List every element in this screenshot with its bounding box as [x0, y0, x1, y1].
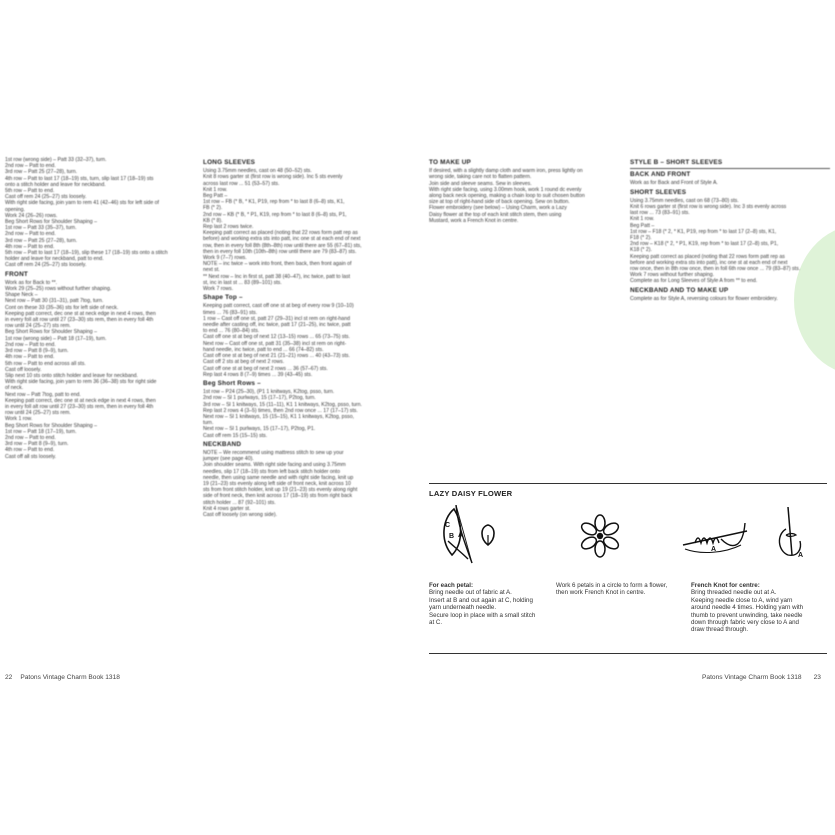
- instruction-line: Cast off one st at beg of next 21 (21–21) rows ... 40 (43–73) sts.: [203, 353, 350, 360]
- instruction-line: 1st row – P24 (25–30), (P1 1 knitways, K2tog, psso, turn.: [203, 389, 335, 396]
- instruction-line: 2nd row – Patt to end.: [5, 163, 56, 170]
- knot-line: draw thread through.: [691, 626, 749, 634]
- section-heading: LONG SLEEVES: [203, 159, 256, 166]
- instruction-line: 5th row – Patt to end.: [5, 188, 55, 195]
- instruction-line: Knit 1 row.: [630, 216, 655, 223]
- french-knot-wind-icon: [681, 517, 751, 557]
- instruction-line: ** Next row – Inc in first st, patt 38 (40–47), inc twice, patt to last: [203, 273, 351, 280]
- knot-line: down through fabric very close to A and: [691, 619, 800, 627]
- instruction-line: Cast off 2 sts at beg of next 2 rows.: [203, 359, 285, 366]
- instruction-line: Cast off rem 24 (25–27) sts loosely.: [5, 194, 87, 201]
- knot-line: thumb to prevent unwinding, take needle: [691, 611, 803, 619]
- instruction-line: Work 29 (25–25) rows without further shaping.: [5, 286, 112, 293]
- instruction-line: 1st row – Patt 33 (35–37), turn.: [5, 225, 77, 232]
- right-footer-title: Patons Vintage Charm Book 1318: [702, 674, 802, 681]
- instruction-line: FB (* 2).: [203, 205, 223, 212]
- petal-line: Insert at B and out again at C, holding: [429, 596, 533, 604]
- instruction-line: 2nd row – Patt to end.: [5, 231, 56, 238]
- instruction-line: NOTE – We recommend using mattress stitch to sew up your: [203, 449, 344, 456]
- panel-top-rule: [429, 483, 827, 484]
- instruction-line: Rep last 4 rows 8 (7–9) times ... 39 (43–45) sts.: [203, 371, 313, 378]
- instruction-line: Complete as for Style A, reversing colours for flower embroidery.: [630, 295, 778, 302]
- instruction-line: Next row – Cast off one st, patt 31 (35–38) incl st rem on right-: [203, 340, 347, 347]
- instruction-line: Join shoulder seams. With right side facing and using 3.75mm: [203, 462, 346, 469]
- instruction-line: 1st row – Patt 18 (17–19), turn.: [5, 428, 77, 435]
- instruction-line: in every foll alt row until 27 (23–30) sts rem, then in every foll 4th: [5, 403, 154, 410]
- instruction-line: row, then in every foll 8th (8th–8th) row until there are 55 (67–81) sts,: [203, 242, 362, 249]
- instruction-line: 3rd row – Sl 1 knitways, 15 (11–11), K1 1 knitways, K2tog, psso, turn.: [203, 401, 362, 408]
- instruction-line: side of front neck, then knit across 17 (18–19) sts from right back: [203, 493, 353, 500]
- left-footer: [5, 674, 120, 681]
- instruction-line: needle, then using same needle and with right side facing, knit up: [203, 474, 354, 481]
- instruction-line: 5th row – Patt to end across all sts.: [5, 360, 86, 367]
- lazy-daisy-panel: [429, 483, 827, 653]
- instruction-line: Rep last 2 rows 4 (3–5) times, then 2nd row once ... 17 (17–17) sts.: [203, 407, 358, 414]
- instruction-line: 3rd row – Patt 8 (9–9), turn.: [5, 441, 69, 448]
- instruction-line: Knit 1 row.: [203, 186, 228, 193]
- section-heading: Beg Short Rows –: [203, 379, 261, 387]
- instruction-line: Cast off loosely (on wrong side).: [203, 511, 278, 518]
- instruction-line: turn.: [203, 420, 214, 427]
- instruction-line: 2nd row – K18 (* 2, * P1, K19, rep from * to last 17 (2–8) sts, P1,: [630, 241, 779, 248]
- instruction-line: of neck.: [5, 385, 24, 392]
- left-column-2: [203, 157, 398, 518]
- instruction-line: sts from front stitch holder, knit up 19 (21–23) sts evenly along right: [203, 487, 358, 494]
- instruction-line: Flower embroidery (see below) – Using Charm, work a Lazy: [429, 205, 567, 212]
- petal-line: yarn underneath needle.: [429, 604, 497, 612]
- instruction-line: 2nd row – Sl 1 purlways, 15 (17–17), P2tog, turn.: [203, 395, 316, 402]
- instruction-line: Cast off loosely.: [5, 366, 42, 373]
- instruction-line: holder and leave for neckband, patt to end.: [5, 256, 104, 263]
- instruction-line: 2nd row – Patt to end.: [5, 434, 56, 441]
- instruction-line: Next row – Patt 7tog, patt to end.: [5, 391, 81, 398]
- instruction-line: 1st row – FB (* B, * K1, P19, rep from * to last 8 (6–8) sts, K1,: [203, 199, 345, 206]
- instruction-line: K18 (* 2).: [630, 247, 652, 254]
- petal-line: Secure loop in place with a small stitch: [429, 611, 536, 619]
- heading-rule: [630, 168, 830, 169]
- section-heading: Shape Top –: [203, 294, 243, 302]
- instruction-line: row until 24 (25–27) sts rem.: [5, 410, 71, 417]
- french-knot-finish-icon: [774, 505, 808, 561]
- instruction-line: Knit 6 rows garter st (first row is wrong side). Inc 3 sts evenly across: [630, 204, 787, 211]
- instruction-line: Shape Neck –: [5, 292, 38, 299]
- instruction-line: Cast off rem 15 (15–15) sts.: [203, 432, 268, 439]
- petal-line: Bring needle out of fabric at A.: [429, 589, 512, 597]
- instruction-line: wrong side, taking care not to flatten pattern.: [429, 174, 532, 181]
- instruction-line: 3rd row – Patt 25 (27–28), turn.: [5, 169, 78, 176]
- label-a-knot2: A: [798, 552, 804, 559]
- instruction-line: times ... 76 (83–91) sts.: [203, 309, 258, 316]
- instruction-line: Work 9 (7–7) rows.: [203, 255, 247, 262]
- instruction-line: 4th row – Patt to end.: [5, 354, 55, 361]
- knot-line: Bring threaded needle out at A.: [691, 589, 777, 597]
- instruction-line: Beg Short Rows for Shoulder Shaping –: [5, 329, 97, 336]
- french-knot-title: French Knot for centre:: [691, 582, 760, 589]
- petal-needle-illustration: [434, 505, 476, 565]
- section-heading: FRONT: [5, 270, 29, 278]
- flower-line: then work French Knot in centre.: [556, 589, 646, 597]
- instruction-line: to end ... 76 (80–84) sts.: [203, 328, 260, 335]
- instruction-line: Knit 4 rows garter st.: [203, 505, 251, 512]
- instruction-line: Next row – Sl 1 purlways, 15 (17–17), P2tog, P1.: [203, 426, 316, 433]
- instruction-line: size at top of right-hand side of back opening. Sew on button.: [429, 199, 570, 206]
- instruction-line: 3rd row – Patt 8 (9–9), turn.: [5, 348, 69, 355]
- six-petal-flower-icon: [577, 513, 623, 559]
- section-heading: SHORT SLEEVES: [630, 188, 687, 196]
- instruction-line: Work 24 (26–26) rows.: [5, 212, 58, 219]
- instruction-line: needle after casting off, inc twice, patt 17 (21–25), inc twice, patt: [203, 322, 351, 329]
- instruction-line: 1 row – Cast off one st, patt 27 (29–31) incl st rem on right-hand: [203, 315, 350, 322]
- instruction-line: before and working extra sts into patt), inc one st at each end of next: [630, 259, 788, 266]
- section-heading: BACK AND FRONT: [630, 171, 691, 179]
- instruction-line: 4th row – Patt to end.: [5, 243, 55, 250]
- instruction-line: With right side facing, join yarn to rem 36 (36–38) sts for right side: [5, 379, 157, 386]
- instruction-line: Knit 8 rows garter st (first row is wrong side). Inc 5 sts evenly: [203, 174, 343, 181]
- instruction-line: last row ... 73 (83–91) sts.: [630, 210, 690, 217]
- instruction-line: NOTE – inc twice – work into front, then back, then front again of: [203, 261, 352, 268]
- instruction-line: Keeping patt correct as placed (noting that 22 rows form patt rep as: [630, 253, 785, 260]
- instruction-line: Keeping patt correct, cast off one st at beg of every row 9 (10–10): [203, 303, 354, 310]
- instruction-line: next st.: [203, 267, 220, 274]
- flower-line: Work 6 petals in a circle to form a flower,: [556, 582, 668, 589]
- french-knot-instructions: [691, 582, 827, 634]
- instruction-line: 4th row – Patt to last 17 (18–19) sts, turn, slip last 17 (18–19) sts: [5, 175, 154, 182]
- instruction-line: 4th row – Patt to end.: [5, 447, 55, 454]
- instruction-line: Next row – Patt 30 (31–31), patt 7tog, turn.: [5, 298, 104, 305]
- instruction-line: Keeping patt correct as placed (noting that 22 rows form patt rep as: [203, 230, 358, 237]
- instruction-line: F18 (* 2).: [630, 235, 652, 242]
- instruction-line: Work 1 row.: [5, 416, 33, 423]
- instruction-line: Beg Short Rows for Shoulder Shaping –: [5, 422, 97, 429]
- instruction-line: If desired, with a slightly damp cloth and warm iron, press lightly on: [429, 168, 583, 175]
- instruction-line: 1st row – F18 (* 2, * K1, P19, rep from * to last 17 (2–8) sts, K1,: [630, 228, 777, 235]
- instruction-line: Cast off rem 24 (25–27) sts loosely.: [5, 262, 87, 269]
- instruction-line: onto a stitch holder and leave for neckband.: [5, 181, 106, 188]
- panel-bottom-rule: [429, 653, 827, 654]
- instruction-line: Beg Patt –: [630, 222, 655, 229]
- left-page-number: 22: [5, 674, 13, 681]
- instruction-line: Rep last 2 rows twice.: [203, 224, 254, 231]
- instruction-line: Cont on these 33 (35–36) sts for left side of neck.: [5, 304, 119, 311]
- section-heading: NECKBAND AND TO MAKE UP: [630, 286, 729, 294]
- petal-instructions-title: For each petal:: [429, 582, 474, 589]
- instruction-line: 2nd row – KB (* B, * P1, K19, rep from * to last 8 (6–8) sts, P1,: [203, 211, 347, 218]
- instruction-line: st, inc in last st ... 83 (89–101) sts.: [203, 279, 282, 286]
- label-c: C: [445, 522, 451, 529]
- instruction-line: Cast off one st at beg of next 12 (13–15) rows ... 65 (73–75) sts.: [203, 334, 350, 341]
- instruction-line: opening.: [5, 206, 25, 213]
- instruction-line: Using 3.75mm needles, cast on 68 (73–80) sts.: [630, 197, 739, 204]
- lazy-daisy-title: LAZY DAISY FLOWER: [429, 489, 513, 498]
- finished-petal-icon: [478, 523, 498, 547]
- instruction-line: Work 7 rows without further shaping.: [630, 272, 715, 279]
- section-heading: TO MAKE UP: [429, 159, 472, 166]
- instruction-line: Beg Patt –: [203, 193, 228, 200]
- petal-line: at C.: [429, 619, 443, 627]
- left-column-1: [5, 157, 190, 460]
- instruction-line: jumper (see page 40).: [203, 456, 254, 463]
- right-column-2: [630, 157, 830, 302]
- instruction-line: then in every foll 10th (10th–8th) row until there are 79 (83–87) sts.: [203, 248, 357, 255]
- instruction-line: in every foll alt row until 27 (23–30) sts rem, then in every foll 4th: [5, 317, 154, 324]
- instruction-line: Next row – Sl 1 knitways, 15 (15–15), K1 1 knitways, K2tog, psso,: [203, 413, 355, 420]
- instruction-line: Join side and sleeve seams. Sew in sleeves.: [429, 180, 532, 187]
- instruction-line: Keeping patt correct, dec one st at neck edge in next 4 rows, then: [5, 310, 156, 317]
- instruction-line: Work as for Back and Front of Style A.: [630, 180, 718, 187]
- label-a: A: [458, 532, 464, 539]
- right-footer: [702, 674, 821, 681]
- instruction-line: needles, slip 17 (18–19) sts from left back stitch holder onto: [203, 468, 340, 475]
- section-heading: STYLE B – SHORT SLEEVES: [630, 159, 723, 166]
- instruction-line: With right side facing, using 3.00mm hook, work 1 round dc evenly: [429, 186, 582, 193]
- instruction-line: Work 7 rows.: [203, 286, 234, 293]
- instruction-line: Slip next 10 sts onto stitch holder and leave for neckband.: [5, 372, 138, 379]
- instruction-line: Using 3.75mm needles, cast on 48 (50–52) sts.: [203, 168, 312, 175]
- instruction-line: KB (* 8).: [203, 217, 223, 224]
- instruction-line: 5th row – Patt to last 17 (18–19), slip these 17 (18–19) sts onto a stitch: [5, 250, 168, 257]
- instruction-line: 3rd row – Patt 25 (27–28), turn.: [5, 237, 78, 244]
- label-a-knot: A: [711, 546, 717, 553]
- knot-line: around needle 4 times. Holding yarn with: [691, 604, 804, 612]
- instruction-line: Complete as for Long Sleeves of Style A from ** to end.: [630, 278, 758, 285]
- instruction-line: With right side facing, join yarn to rem 41 (42–46) sts for left side of: [5, 200, 159, 207]
- instruction-line: before) and working extra sts into patt, inc one st at each end of next: [203, 236, 361, 243]
- flower-instructions: [556, 582, 681, 597]
- instruction-line: Work as for Back to **.: [5, 279, 58, 286]
- instruction-line: Keeping patt correct, dec one st at neck edge in next 4 rows, then: [5, 397, 156, 404]
- instruction-line: row until 24 (25–27) sts rem.: [5, 323, 71, 330]
- instruction-line: Mustard, work a French Knot in centre.: [429, 217, 519, 224]
- instruction-line: Beg Short Rows for Shoulder Shaping –: [5, 219, 97, 226]
- knot-line: Keeping needle close to A, wind yarn: [691, 596, 793, 604]
- instruction-line: Cast off all sts loosely.: [5, 453, 57, 460]
- instruction-line: 2nd row – Patt to end.: [5, 341, 56, 348]
- instruction-line: Cast off one st at beg of next 2 rows ... 36 (57–67) sts.: [203, 365, 328, 372]
- instruction-line: along back neck opening, making a chain loop to suit chosen button: [429, 193, 585, 200]
- right-column-1: [429, 157, 619, 224]
- instruction-line: 19 (21–23) sts evenly along left side of front neck, knit across 10: [203, 480, 351, 487]
- instruction-line: Daisy flower at the top of each knit stitch stem, then using: [429, 211, 562, 218]
- instruction-line: across last row ... 51 (53–57) sts.: [203, 180, 280, 187]
- instruction-line: 1st row (wrong side) – Patt 18 (17–19), turn.: [5, 335, 107, 342]
- label-b: B: [449, 533, 455, 540]
- right-page-number: 23: [813, 674, 821, 681]
- instruction-line: stitch holder ... 87 (92–101) sts.: [203, 499, 276, 506]
- left-footer-title: Patons Vintage Charm Book 1318: [20, 674, 120, 681]
- instruction-line: hand needle, inc twice, patt to end ... 66 (74–82) sts.: [203, 346, 324, 353]
- instruction-line: row once, then in 8th row once, then in foll 6th row once ... 79 (83–87) sts.: [630, 266, 801, 273]
- section-heading: NECKBAND: [203, 440, 242, 448]
- petal-instructions: [429, 582, 547, 626]
- instruction-line: 1st row (wrong side) – Patt 33 (32–37), turn.: [5, 157, 107, 163]
